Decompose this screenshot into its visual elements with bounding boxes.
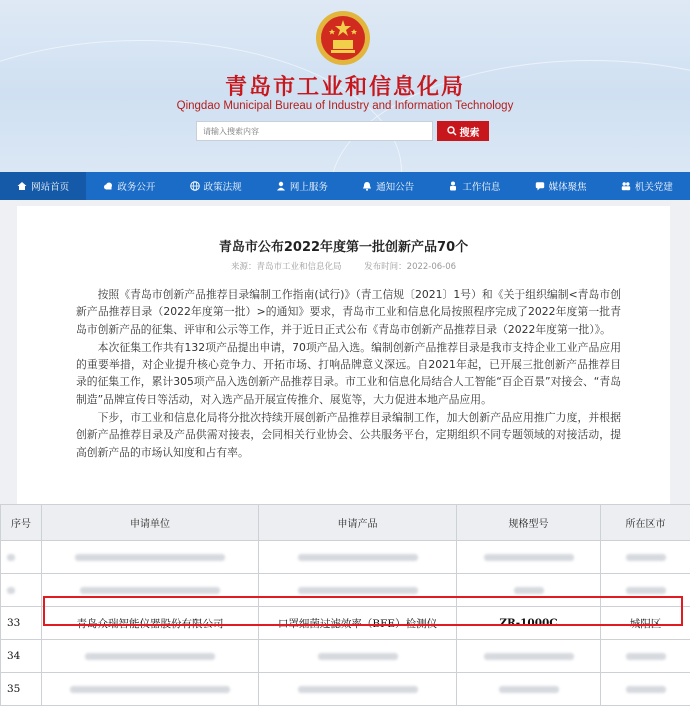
table-row (1, 673, 690, 706)
chat-icon (535, 181, 545, 191)
table-cell (457, 541, 601, 574)
nav-online-services[interactable] (259, 172, 345, 200)
table-cell (259, 673, 457, 706)
person-icon (448, 181, 458, 191)
nav-item-label: 政策法规 (204, 179, 242, 193)
table-cell (42, 640, 259, 673)
people-icon (621, 181, 631, 191)
article-meta (17, 260, 670, 272)
search-icon (447, 126, 457, 136)
table-cell (601, 640, 690, 673)
nav-party-building[interactable] (604, 172, 690, 200)
table-header-row (1, 505, 690, 541)
table-cell (259, 640, 457, 673)
nav-item-label: 网站首页 (31, 179, 69, 193)
column-header: 所在区市 (601, 505, 690, 541)
table-cell (601, 574, 690, 607)
table-cell (601, 541, 690, 574)
table-cell-product: 口罩细菌过滤效率（BFE）检测仪 (259, 607, 457, 640)
table-cell-no: 34 (1, 640, 42, 673)
table-cell (601, 673, 690, 706)
table-cell (1, 574, 42, 607)
table-cell (42, 673, 259, 706)
search-input[interactable] (196, 121, 433, 141)
table-row (1, 574, 690, 607)
table-cell (457, 673, 601, 706)
column-header: 序号 (1, 505, 42, 541)
nav-item-label: 通知公告 (376, 179, 414, 193)
table-cell-no: 33 (1, 607, 42, 640)
nav-item-label: 政务公开 (117, 179, 155, 193)
article-paragraph: 本次征集工作共有132项产品提出申请，70项产品入选。编制创新产品推荐目录是我市支持企业工业产品应用的重要举措，对企业提升核心竞争力、开拓市场、打响品牌意义深远。自2021年起，已开展三批创新产品推荐目录的征集工作，累计305项产品入选创新产品推荐目录。市工业和信息化局结合人工智能“百企百景”对接会、“青岛制造”品牌宣传日等活动，对入选产品开展宣传推介、展览等，大力促进本地产品应用。 (76, 339, 621, 408)
search-button[interactable] (437, 121, 489, 141)
nav-item-label: 工作信息 (462, 179, 500, 193)
table-row (1, 541, 690, 574)
nav-policies[interactable] (173, 172, 259, 200)
table-cell-district: 城阳区 (601, 607, 690, 640)
table-cell (259, 541, 457, 574)
national-emblem-icon (311, 8, 375, 68)
table-cell (42, 541, 259, 574)
nav-notices[interactable] (345, 172, 431, 200)
table-cell (259, 574, 457, 607)
article-title: 青岛市公布2022年度第一批创新产品70个 (17, 236, 670, 255)
bell-icon (362, 181, 372, 191)
nav-work-info[interactable] (431, 172, 517, 200)
article-paragraph: 按照《青岛市创新产品推荐目录编制工作指南(试行)》（青工信规〔2021〕1号）和《关于组织编制<青岛市创新产品推荐目录（2022年度第一批）>的通知》要求，青岛市工业和信息化局按照程序完成了2022年度第一批青岛市创新产品的征集、评审和公示等工作，并于近日正式公布《青岛市创新产品推荐目录（2022年度第一批）》。 (76, 286, 621, 338)
table-cell (457, 640, 601, 673)
nav-media-focus[interactable] (518, 172, 604, 200)
home-icon (17, 181, 27, 191)
main-nav (0, 172, 690, 200)
site-title[interactable]: 青岛市工业和信息化局 (0, 70, 690, 101)
article-source: 来源：青岛市工业和信息化局 (231, 262, 342, 272)
table-cell (42, 574, 259, 607)
column-header: 规格型号 (457, 505, 601, 541)
site-header (0, 0, 690, 172)
nav-item-label: 网上服务 (290, 179, 328, 193)
nav-item-label: 机关党建 (635, 179, 673, 193)
article-paragraph: 下步，市工业和信息化局将分批次持续开展创新产品推荐目录编制工作，加大创新产品应用推广力度，并根据创新产品推荐目录及产品供需对接表，会同相关行业协会、公共服务平台，定期组织不同专题领域的对接活动，提高创新产品的市场认知度和占有率。 (76, 409, 621, 461)
table-cell (1, 541, 42, 574)
column-header: 申请产品 (259, 505, 457, 541)
nav-government-affairs[interactable] (86, 172, 172, 200)
user-icon (276, 181, 286, 191)
product-table (0, 504, 690, 706)
table-row-highlighted (1, 607, 690, 640)
cloud-icon (103, 181, 113, 191)
search-button-label: 搜索 (460, 124, 480, 139)
table-cell-no: 35 (1, 673, 42, 706)
article-body (76, 286, 621, 462)
table-cell-model: ZR-1000C (457, 607, 601, 640)
table-cell (457, 574, 601, 607)
globe-icon (190, 181, 200, 191)
table-row (1, 640, 690, 673)
site-subtitle: Qingdao Municipal Bureau of Industry and Information Technology (0, 100, 690, 112)
nav-item-label: 媒体聚焦 (549, 179, 587, 193)
article-date: 发布时间：2022-06-06 (364, 262, 456, 272)
table-cell-unit: 青岛众瑞智能仪器股份有限公司 (42, 607, 259, 640)
column-header: 申请单位 (42, 505, 259, 541)
nav-home[interactable] (0, 172, 86, 200)
